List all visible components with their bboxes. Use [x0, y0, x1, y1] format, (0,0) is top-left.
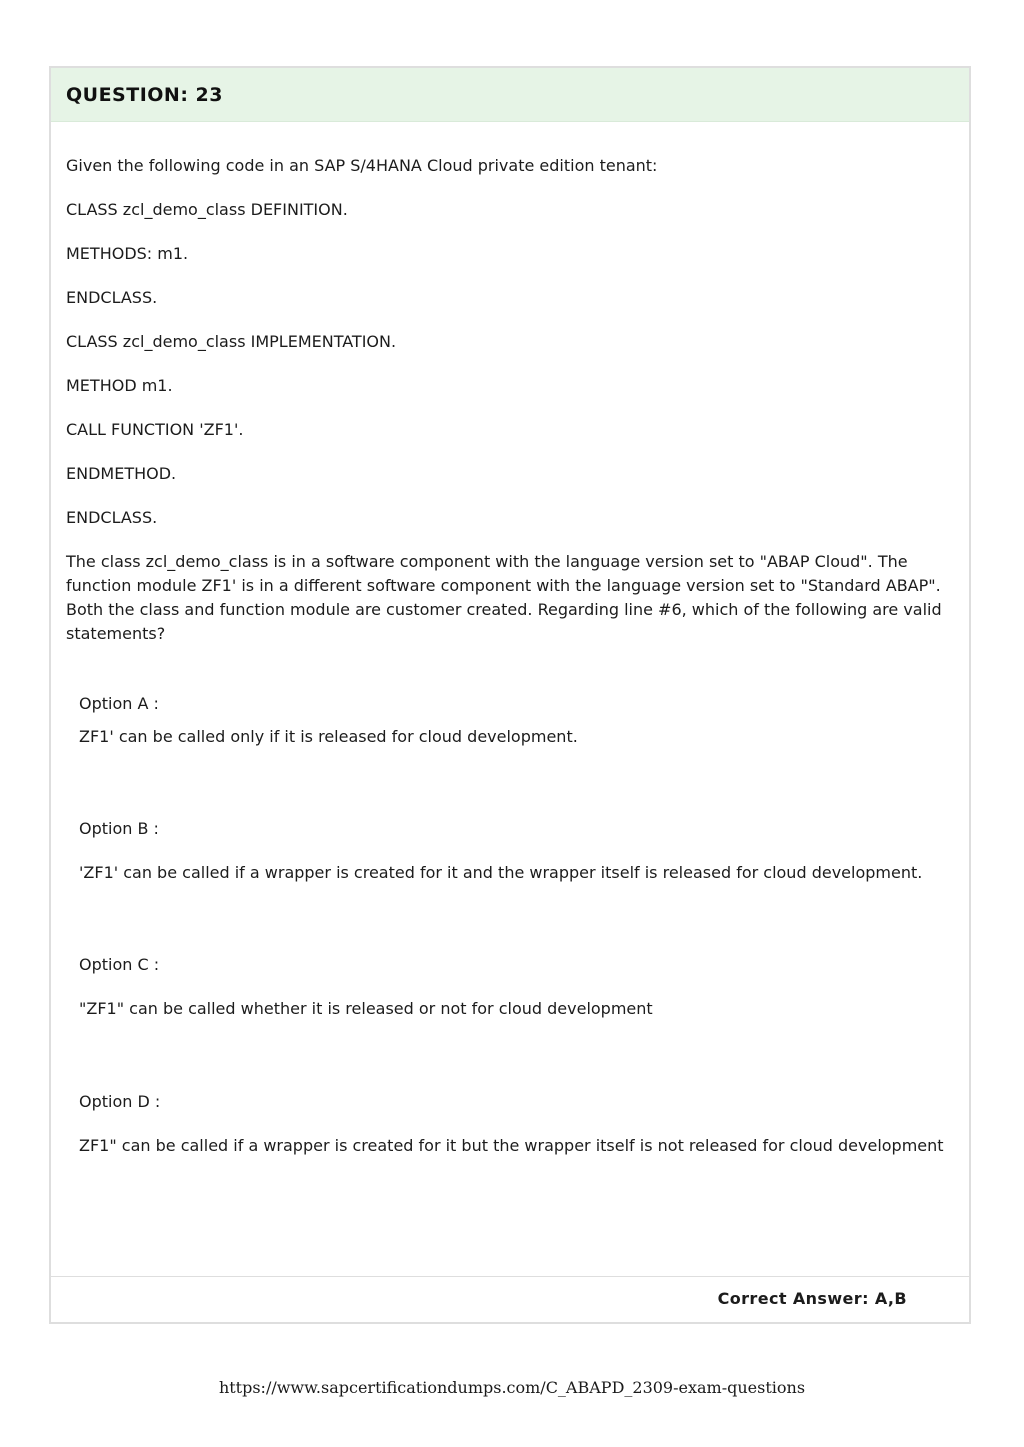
option-label: Option C : [79, 955, 160, 974]
question-card [49, 66, 971, 1324]
code-line: CLASS zcl_demo_class DEFINITION. [66, 200, 348, 219]
option-text: "ZF1" can be called whether it is released or not for cloud development [79, 999, 653, 1018]
option-text: ZF1" can be called if a wrapper is created for it but the wrapper itself is not released for cloud development [79, 1136, 944, 1155]
footer-url[interactable]: https://www.sapcertificationdumps.com/C_ABAPD_2309-exam-questions [218, 1378, 806, 1397]
correct-answer: Correct Answer: A,B [717, 1289, 907, 1308]
question-stem [66, 154, 956, 666]
stem-line: Given the following code in an SAP S/4HANA Cloud private edition tenant: [66, 156, 658, 175]
option-text: ZF1' can be called only if it is released for cloud development. [79, 727, 578, 746]
stem-paragraph: The class zcl_demo_class is in a software component with the language version set to "ABAP Cloud". The function module ZF1' is in a different software component with the language version set to "Standard ABAP". Both the class and function module are customer created. Regarding line #6, which of the following are valid statements? [66, 552, 942, 643]
code-line: METHOD m1. [66, 376, 173, 395]
code-line: METHODS: m1. [66, 244, 189, 263]
code-line: ENDMETHOD. [66, 464, 177, 483]
answer-row [51, 1276, 969, 1325]
option-a[interactable] [79, 692, 959, 749]
option-label: Option D : [79, 1092, 161, 1111]
question-header [51, 68, 969, 122]
code-line: CLASS zcl_demo_class IMPLEMENTATION. [66, 332, 397, 351]
option-text: 'ZF1' can be called if a wrapper is created for it and the wrapper itself is released for cloud development. [79, 863, 923, 882]
option-label: Option A : [79, 694, 159, 713]
question-title: QUESTION: 23 [66, 83, 223, 106]
code-line: ENDCLASS. [66, 288, 158, 307]
option-label: Option B : [79, 819, 159, 838]
option-d[interactable] [79, 1090, 959, 1158]
code-line: ENDCLASS. [66, 508, 158, 527]
option-b[interactable] [79, 817, 959, 885]
code-line: CALL FUNCTION 'ZF1'. [66, 420, 244, 439]
option-c[interactable] [79, 953, 959, 1021]
